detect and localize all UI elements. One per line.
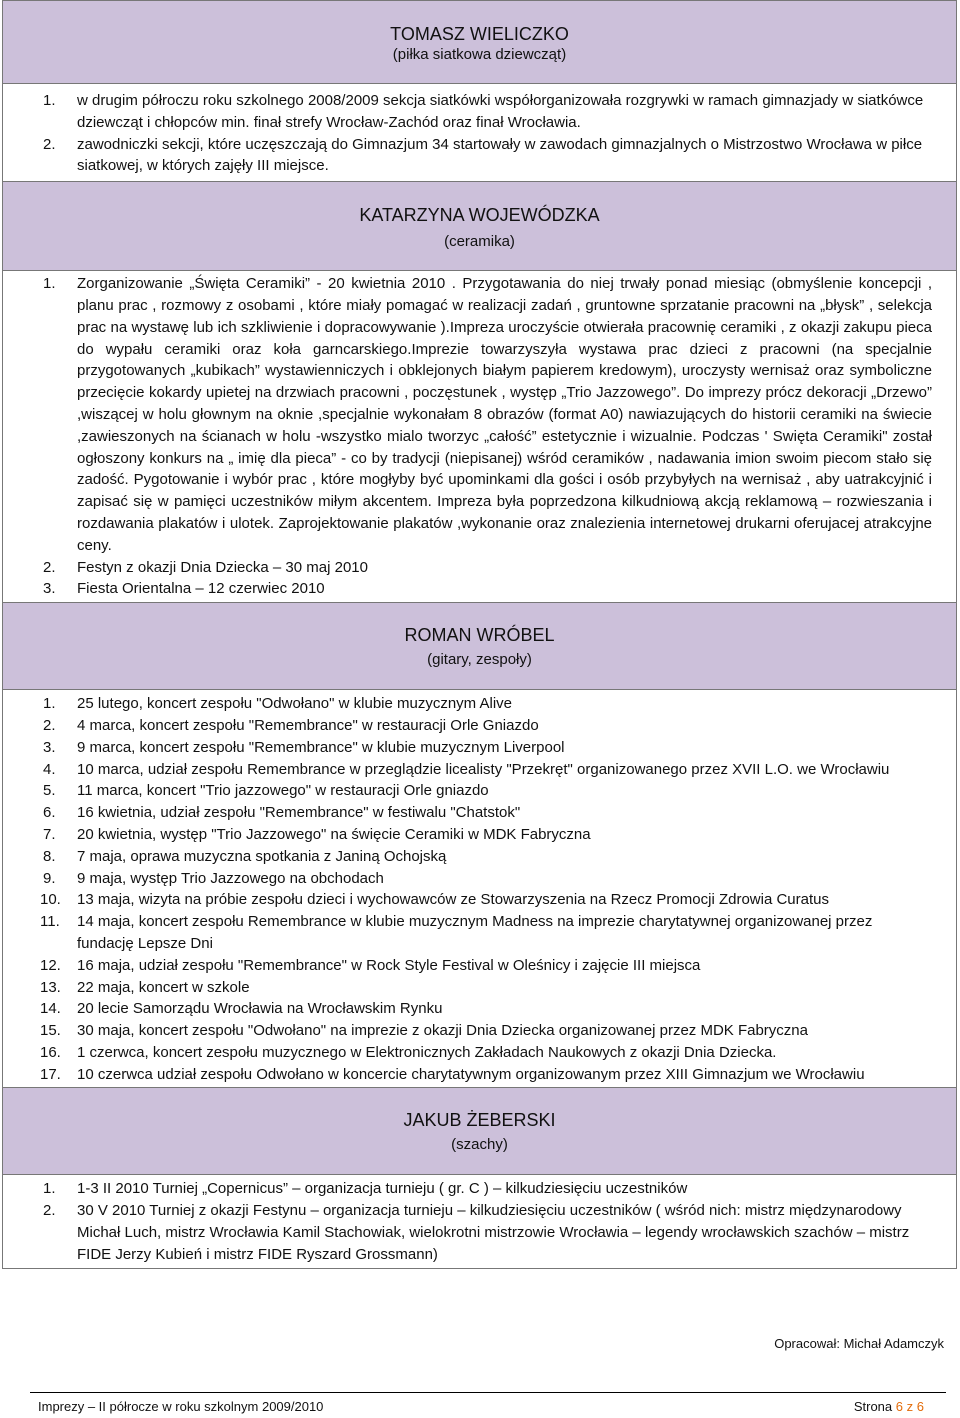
section-katarzyna [2, 182, 957, 603]
item-text: 7 maja, oprawa muzyczna spotkania z Janiną Ochojską [77, 847, 447, 865]
item-number: 9. [43, 869, 56, 887]
item-number: 1. [43, 275, 56, 293]
item-text: zawodniczki sekcji, które uczęszczają do Gimnazjum 34 startowały w zawodach gimnazjalnych o Mistrzostwo Wrocława w piłce siatkowej, w których zajęły III miejsce. [77, 135, 923, 175]
item-number: 16. [40, 1043, 61, 1061]
item-text: Festyn z okazji Dnia Dziecka – 30 maj 2010 [77, 558, 368, 576]
item-text: 30 maja, koncert zespołu "Odwołano" na imprezie z okazji Dnia Dziecka organizowanej przez MDK Fabryczna [77, 1022, 808, 1040]
section-title: ROMAN WRÓBEL [404, 625, 555, 646]
section-body [3, 84, 956, 181]
item-number: 5. [43, 782, 56, 800]
list-item [43, 1200, 932, 1265]
list-item [43, 737, 932, 759]
item-number: 17. [40, 1065, 61, 1083]
list-item [43, 846, 932, 868]
item-number: 6. [43, 804, 56, 822]
section-title: KATARZYNA WOJEWÓDZKA [359, 205, 600, 226]
page-number [854, 1399, 924, 1414]
list-item [43, 90, 932, 134]
page-total: 6 [916, 1399, 924, 1414]
section-header [3, 1, 956, 84]
list-item [40, 1042, 932, 1064]
list-item [43, 693, 932, 715]
item-number: 2. [43, 716, 56, 734]
list-item [43, 273, 932, 556]
event-list [43, 273, 932, 600]
item-number: 3. [43, 580, 56, 598]
page-label: Strona [853, 1399, 893, 1414]
item-text: 10 marca, udział zespołu Remembrance w przeglądzie licealisty "Przekręt" organizowanego przez XVII L.O. we Wrocławiu [77, 760, 890, 778]
list-item [43, 715, 932, 737]
page-sep: z [906, 1399, 914, 1414]
author-note: Opracował: Michał Adamczyk [774, 1336, 944, 1351]
list-item [43, 134, 932, 178]
item-number: 11. [40, 913, 60, 931]
page-current: 6 [895, 1399, 904, 1414]
footer-divider [30, 1392, 946, 1393]
item-number: 7. [43, 825, 56, 843]
event-list [43, 1178, 932, 1265]
item-number: 2. [43, 558, 56, 576]
section-header [3, 603, 956, 690]
item-number: 8. [43, 847, 56, 865]
item-number: 4. [43, 760, 56, 778]
list-item [43, 802, 932, 824]
item-text: 9 maja, występ Trio Jazzowego na obchodach [77, 869, 384, 887]
section-header [3, 182, 956, 271]
item-number: 15. [40, 1022, 61, 1040]
section-subtitle: (gitary, zespoły) [427, 651, 532, 669]
list-item [40, 977, 932, 999]
item-number: 13. [40, 978, 61, 996]
item-text: 25 lutego, koncert zespołu "Odwołano" w klubie muzycznym Alive [77, 695, 513, 713]
item-number: 1. [43, 92, 56, 109]
item-text: 13 maja, wizyta na próbie zespołu dzieci i wychowawców ze Stowarzyszenia na Rzecz Promocji Zdrowia Curatus [77, 891, 829, 909]
section-subtitle: (piłka siatkowa dziewcząt) [392, 46, 567, 63]
list-item [40, 911, 932, 955]
item-text: Fiesta Orientalna – 12 czerwiec 2010 [77, 580, 325, 598]
item-text: 16 maja, udział zespołu "Remembrance" w Rock Style Festival w Oleśnicy i zajęcie III miejsca [77, 956, 701, 974]
section-body [3, 690, 956, 1087]
item-text: 16 kwietnia, udział zespołu "Remembrance" w festiwalu "Chatstok" [77, 804, 521, 822]
item-number: 14. [40, 1000, 61, 1018]
list-item [40, 889, 932, 911]
section-tomasz [2, 0, 957, 182]
section-title: TOMASZ WIELICZKO [390, 24, 569, 44]
item-number: 1. [43, 1180, 56, 1198]
list-item [43, 759, 932, 781]
section-jakub [2, 1088, 957, 1268]
list-item [40, 998, 932, 1020]
item-text: w drugim półroczu roku szkolnego 2008/2009 sekcja siatkówki współorganizowała rozgrywki w ramach gimnazjady w siatkówce dziewcząt i chłopców min. finał strefy Wrocław-Zachód oraz finał Wrocławia. [77, 92, 924, 131]
events-table [2, 0, 957, 1269]
item-number: 10. [40, 891, 61, 909]
item-text: Zorganizowanie „Święta Ceramiki” - 20 kwietnia 2010 . Przygotawania do niej trwały ponad miesiąc (obmyślenie koncepcji , planu prac , rozmowy z osobami , które miały pomagać w realizacji zadań , gruntowne sprzatanie pracowni na „błysk” , selekcja prac na wystawę lub ich szkliwienie i dopracowywanie ).Impreza uroczyście otwierała pracownię ceramiki , z okazji zakupu pieca do wypału ceramiki oraz koła garncarskiego.Imprezie towarzyszyła wystawa prac dzieci z pracowni (na specjalnie przygotowanych „kubikach” wystawienniczych i obklejonych białym papierem kredowym), uroczysty wernisaż oraz symboliczne przecięcie kokardy upietej na drzwiach pracowni , poczęstunek , występ „Trio Jazzowego”. Do imprezy prócz dekoracji „Drzewo” ,wiszącej w holu głownym na oknie ,specjalnie wykonałam 8 obrazów (format A0) nawiazujących do historii ceramiki na świecie ,zawieszonych na ścianach w holu -wszystko mialo tworzyc „całość” estetycznie i wizualnie. Podczas ' Swięta Ceramiki" został ogłoszony konkurs na „ imię dla pieca” - co by tradycji (niepisanej) wśród ceramików , nadawania imion swoim piecom stało się zadość. Pygotowanie i wybór prac , które mogłyby być upominkami dla gości i osób przybyłych na wernisaż , aby uatrakcyjnić i zapisać się w pamięci uczestników miłym akcentem. Impreza była poprzedzona kilkudniową akcją reklamową – rozwieszania i rozdawania plakatów i ulotek. Zaprojektowanie plakatów ,wykonanie oraz znalezienia internetowej drukarni oferujacej atrakcyjne ceny. [77, 275, 932, 554]
event-list [40, 693, 932, 1085]
list-item [43, 868, 932, 890]
list-item [40, 1064, 932, 1086]
item-text: 9 marca, koncert zespołu "Remembrance" w klubie muzycznym Liverpool [77, 738, 565, 756]
list-item [43, 780, 932, 802]
section-title: JAKUB ŻEBERSKI [403, 1110, 556, 1131]
list-item [43, 578, 932, 600]
item-number: 1. [43, 695, 56, 713]
section-body [3, 271, 956, 602]
section-roman [2, 603, 957, 1088]
section-subtitle: (ceramika) [444, 233, 515, 251]
item-text: 11 marca, koncert "Trio jazzowego" w restauracji Orle gniazdo [77, 782, 489, 800]
section-subtitle: (szachy) [451, 1136, 508, 1154]
item-text: 14 maja, koncert zespołu Remembrance w klubie muzycznym Madness na imprezie charytatywnej organizowanej przez fundację Lepsze Dni [77, 913, 873, 952]
footer-title: Imprezy – II półrocze w roku szkolnym 2009/2010 [38, 1399, 324, 1414]
item-text: 10 czerwca udział zespołu Odwołano w koncercie charytatywnym organizowanym przez XIII Gimnazjum we Wrocławiu [77, 1065, 865, 1083]
item-text: 22 maja, koncert w szkole [77, 978, 250, 996]
section-header [3, 1088, 956, 1175]
item-number: 12. [40, 956, 61, 974]
list-item [40, 1020, 932, 1042]
list-item [43, 824, 932, 846]
list-item [43, 557, 932, 579]
item-text: 4 marca, koncert zespołu "Remembrance" w restauracji Orle Gniazdo [77, 716, 539, 734]
item-number: 2. [43, 135, 56, 153]
item-text: 1-3 II 2010 Turniej „Copernicus” – organizacja turnieju ( gr. C ) – kilkudziesięciu uczestników [77, 1180, 688, 1198]
item-number: 2. [43, 1202, 56, 1220]
item-text: 20 kwietnia, występ "Trio Jazzowego" na święcie Ceramiki w MDK Fabryczna [77, 825, 591, 843]
item-number: 3. [43, 738, 56, 756]
event-list [43, 90, 932, 177]
list-item [40, 955, 932, 977]
list-item [43, 1178, 932, 1200]
item-text: 30 V 2010 Turniej z okazji Festynu – organizacja turnieju – kilkudziesięciu uczestników ( wśród nich: mistrz międzynarodowy Michał Luch, mistrz Wrocławia Kamil Stachowiak, wielokrotni mistrzowie Wrocławia – legendy wrocławskich szachów – mistrz FIDE Jerzy Kubień i mistrz FIDE Ryszard Grossmann) [77, 1202, 910, 1263]
item-text: 1 czerwca, koncert zespołu muzycznego w Elektronicznych Zakładach Naukowych z okazji Dnia Dziecka. [77, 1043, 777, 1061]
item-text: 20 lecie Samorządu Wrocławia na Wrocławskim Rynku [77, 1000, 443, 1018]
section-body [3, 1175, 956, 1267]
